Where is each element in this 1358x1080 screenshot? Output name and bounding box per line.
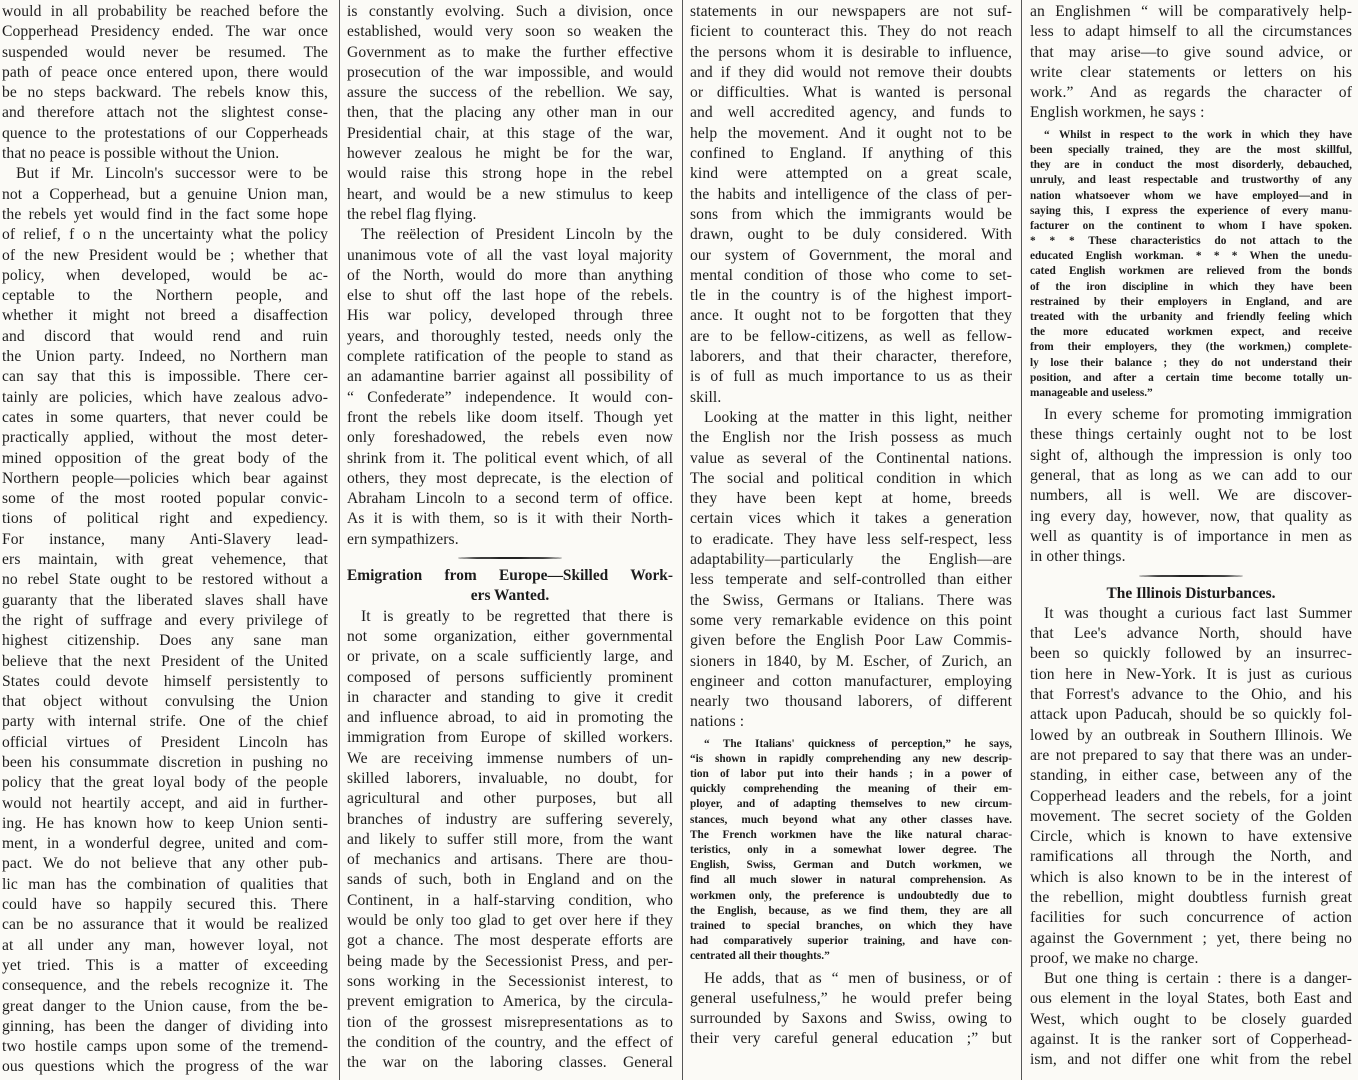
text-line: whether it might not breed a disaffection (2, 307, 328, 325)
text-line: tions of political right and expediency. (2, 510, 328, 528)
paragraph (347, 225, 673, 550)
text-line: that may arise—to give sound advice, or (1030, 43, 1352, 61)
paragraph (690, 969, 1012, 1050)
text-line: agricultural and other purposes, but all (347, 790, 673, 808)
text-line: nearly two thousand laborers, of different (690, 693, 1012, 711)
headline-line: ers Wanted. (470, 587, 550, 605)
text-line: States could devote himself persistently to (2, 672, 328, 690)
text-line: is of full as much importance to us as their (690, 368, 1012, 386)
text-line: In every scheme for promoting immigration (1044, 406, 1352, 424)
text-line: an adamantine barrier against all possibility of (347, 368, 673, 386)
text-line: sioners in 1840, by M. Escher, of Zurich, an (690, 652, 1012, 670)
text-line: and discord that would rend and ruin (2, 327, 328, 345)
text-line: engineer and cotton manufacturer, employing (690, 672, 1012, 690)
text-line: had comparatively superior training, and have con- (690, 935, 1012, 948)
section-divider-rule (1030, 568, 1352, 584)
text-line: the habits and intelligence of the class of per- (690, 185, 1012, 203)
text-line: however zealous he might be for the war, (347, 145, 673, 163)
text-line: the English nor the Irish possess as much (690, 429, 1012, 447)
text-line: are not prepared to say that there was an under- (1030, 746, 1352, 764)
column-divider (339, 0, 340, 1080)
text-line: party with internal strife. One of the chief (2, 713, 328, 731)
text-line: heart, and would be a new stimulus to keep (347, 185, 673, 203)
text-line: these things certainly ought not to be lost (1030, 426, 1352, 444)
text-line: “ Whilst in respect to the work in which they have (1044, 128, 1352, 141)
text-line: else to shut off the last hope of the rebels. (347, 287, 673, 305)
text-line: in other things. (1030, 548, 1126, 566)
text-line: surrounded by Saxons and Swiss, owing to (690, 1010, 1012, 1028)
text-line: would be only too glad to get over here if they (347, 912, 673, 930)
column-divider (682, 0, 683, 1080)
newspaper-column-2 (347, 2, 673, 1080)
text-line: that Lee's advance North, should have (1030, 625, 1352, 643)
text-line: suspended would never be resumed. The (2, 43, 328, 61)
text-line: believe that the next President of the United (2, 652, 328, 670)
text-line: certain vices which it takes a generation (690, 510, 1012, 528)
paragraph (1030, 969, 1352, 1070)
text-line: Continent, in a half-starving condition, who (347, 891, 673, 909)
text-line: not some organization, either governmental (347, 627, 673, 645)
text-line: the war on the laboring classes. General (347, 1054, 673, 1072)
text-line: kind were attempted on a great scale, (690, 165, 1012, 183)
text-line: the rebels yet would find in the fact some hope (2, 205, 328, 223)
text-line: quence to the protestations of our Copperheads (2, 124, 328, 142)
text-line: “is shown in rapidly comprehending any new descrip- (690, 752, 1012, 765)
text-line: ginning, has been the danger of dividing into (2, 1017, 328, 1035)
text-line: are to be fellow-citizens, as well as fellow- (690, 327, 1012, 345)
text-line: sight of, although the impression is only too (1030, 446, 1352, 464)
text-line: mined opposition of the great body of the (2, 449, 328, 467)
text-line: ing. He has known how to keep Union senti- (2, 814, 328, 832)
text-line: sands of such, both in England and on the (347, 871, 673, 889)
text-line: unruly, and least respectable and trustworthy of any (1030, 174, 1352, 187)
text-line: in character and standing to give it credit (347, 688, 673, 706)
text-line: His war policy, developed through three (347, 307, 673, 325)
text-line: they have been kept at home, breeds (690, 490, 1012, 508)
text-line: sons working in the Secessionist interest, to (347, 972, 673, 990)
text-line: the right of suffrage and every privilege of (2, 611, 328, 629)
text-line: they are in conduct the most disorderly, debauched, (1030, 159, 1352, 172)
text-line: the rebel flag flying. (347, 205, 477, 223)
text-line: great danger to the Union cause, from the be- (2, 997, 328, 1015)
paragraph (347, 607, 673, 1074)
text-line: stances, much beyond what any other classes have. (690, 813, 1012, 826)
text-line: laborers, and that their character, therefore, (690, 348, 1012, 366)
text-line: would not heartily accept, and aid in further- (2, 794, 328, 812)
text-line: established, would very soon so weaken the (347, 23, 673, 41)
text-line: position, and after a certain time become totally un- (1030, 371, 1352, 384)
text-line: that Forrest's advance to the Ohio, and his (1030, 686, 1352, 704)
block-quote (1030, 128, 1352, 401)
text-line: write clear statements or letters on his (1030, 63, 1352, 81)
text-line: policy, when developed, would be ac- (2, 266, 328, 284)
text-line: find all much slower in natural comprehension. As (690, 874, 1012, 887)
text-line: * * * These characteristics do not attach to the (1030, 235, 1352, 248)
text-line: nations : (690, 713, 745, 731)
text-line: Government as to make the further effective (347, 43, 673, 61)
text-line: “ Confederate” independence. It would con- (347, 388, 673, 406)
text-line: cated English workmen are relieved from the bonds (1030, 265, 1352, 278)
text-line: sons from which the immigrants would be (690, 205, 1012, 223)
text-line: “ The Italians' quickness of perception,” he says, (704, 737, 1012, 750)
text-line: ance. It ought not to be forgotten that they (690, 307, 1012, 325)
text-line: attack upon Paducah, should be so quickly fol- (1030, 706, 1352, 724)
text-line: teristics, only in a somewhat lower degree. The (690, 844, 1012, 856)
text-line: is constantly evolving. Such a division, once (347, 3, 673, 20)
text-line: guaranty that the liberated slaves shall have (2, 591, 328, 609)
text-line: We are receiving immense numbers of un- (347, 749, 673, 767)
text-line: West, which ought to be closely guarded (1030, 1010, 1352, 1028)
text-line: Northern people—policies which bear against (2, 469, 328, 487)
text-line: lowed by an outbreak in Southern Illinois. We (1030, 726, 1352, 744)
text-line: ers maintain, with great vehemence, that (2, 551, 328, 569)
text-line: tainly are policies, which have zealous advo- (2, 388, 328, 406)
text-line: the rebellion, might doubtless furnish great (1030, 888, 1352, 906)
text-line: shrink from it. The political event which, of all (347, 449, 673, 467)
text-line: ficient to counteract this. They do not reach (690, 23, 1012, 41)
article-headline (347, 566, 673, 607)
block-quote (690, 737, 1012, 965)
text-line: quickly comprehending the meaning of their em- (690, 783, 1012, 796)
text-line: or private, on a scale sufficiently large, and (347, 648, 673, 666)
text-line: the English, because, as we find them, they are all (690, 904, 1012, 917)
text-line: got a chance. The most desperate efforts are (347, 932, 673, 950)
text-line: For instance, many Anti-Slavery lead- (2, 530, 328, 548)
text-line: ly lose their balance ; they do not understand their (1030, 356, 1352, 369)
text-line: and well accredited agency, and funds to (690, 104, 1012, 122)
text-line: others, they most deprecate, is the election of (347, 469, 673, 487)
text-line: of the iron discipline in which they have been (1030, 280, 1352, 293)
text-line: to eradicate. They have less self-respect, less (690, 530, 1012, 548)
text-line: cates in some quarters, that never could be (2, 408, 328, 426)
text-line: standing, in either case, between any of the (1030, 767, 1352, 785)
paragraph (1030, 2, 1352, 124)
text-line: educated English workman. * * * When the unedu- (1030, 250, 1352, 263)
text-line: work.” And as regards the character of (1030, 84, 1352, 102)
text-line: years, and thoroughly tested, needs only the (347, 327, 673, 345)
text-line: yet tried. This is a matter of exceeding (2, 956, 328, 974)
text-line: trained to special branches, on which they have (690, 919, 1012, 932)
text-line: that object without convulsing the Union (2, 693, 328, 711)
headline-line: The Illinois Disturbances. (1106, 584, 1276, 602)
text-line: the persons whom it is desirable to influence, (690, 43, 1012, 61)
text-line: been specially trained, they are the most skillful, (1030, 143, 1352, 156)
text-line: It is greatly to be regretted that there is (361, 607, 673, 625)
text-line: value as several of the Continental nations. (690, 449, 1012, 467)
text-line: not a Copperhead, but a genuine Union man, (2, 185, 328, 203)
text-line: front the rebels like doom itself. Though yet (347, 408, 673, 426)
text-line: an Englishmen “ will be comparatively help- (1030, 3, 1352, 20)
text-line: against. It is the ranker sort of Copperhead- (1030, 1031, 1352, 1049)
text-line: numbers, all is well. We are discover- (1030, 487, 1352, 505)
text-line: help the movement. And it ought not to be (690, 124, 1012, 142)
text-line: drawn, ought to be duly considered. With (690, 226, 1012, 244)
text-line: consequence, and the rebels recognize it. The (2, 977, 328, 995)
text-line: As it is with them, so is it with their North- (347, 510, 673, 528)
text-line: and influence abroad, to aid in promoting the (347, 709, 673, 727)
text-line: some of the most rooted popular convic- (2, 490, 328, 508)
text-line: been so quickly followed by an insurrec- (1030, 645, 1352, 663)
text-line: the Swiss, Germans or Italians. There was (690, 591, 1012, 609)
text-line: composed of persons sufficiently prominent (347, 668, 673, 686)
text-line: and therefore attach not the slightest conse- (2, 104, 328, 122)
text-line: given before the English Poor Law Commis- (690, 632, 1012, 650)
text-line: the condition of the country, and the effect of (347, 1033, 673, 1051)
text-line: proof, we make no charge. (1030, 949, 1199, 967)
text-line: ceptable to the Northern people, and (2, 287, 328, 305)
text-line: restrained by their employers in England, and are (1030, 295, 1352, 308)
text-line: nation whatsoever whom we have employed—and in (1030, 189, 1352, 202)
text-line: facilities for such concurrence of action (1030, 909, 1352, 927)
paragraph (1030, 405, 1352, 567)
text-line: highest citizenship. Does any sane man (2, 632, 328, 650)
article-headline (1030, 584, 1352, 604)
text-line: pact. We do not believe that any other pub- (2, 855, 328, 873)
column-divider (1021, 0, 1022, 1080)
newspaper-column-1 (2, 2, 328, 1080)
text-line: from their employers, they (the workmen,) complete- (1030, 341, 1352, 354)
text-line: be no steps backward. The rebels know this, (2, 84, 328, 102)
text-line: and likely to suffer still more, from the want (347, 830, 673, 848)
text-line: Copperhead Presidency ended. The war once (2, 23, 328, 41)
section-divider-rule (347, 550, 673, 566)
text-line: branches of industry are suffering severely, (347, 810, 673, 828)
text-line: being made by the Secessionist Press, and per- (347, 952, 673, 970)
text-line: can say that this is impossible. There cer- (2, 368, 328, 386)
text-line: statements in our newspapers are not suf- (690, 3, 1012, 20)
text-line: But one thing is certain : there is a danger- (1044, 970, 1352, 988)
text-line: English, Swiss, German and Dutch workmen, we (690, 859, 1012, 872)
text-line: lic man has the combination of qualities that (2, 875, 328, 893)
text-line: skill. (690, 388, 722, 406)
text-line: or difficulties. What is wanted is personal (690, 84, 1012, 102)
text-line: of the new President would be ; whether that (2, 246, 328, 264)
text-line: of relief, f o n the uncertainty what the policy (2, 226, 328, 244)
text-line: He adds, that as “ men of business, or of (704, 969, 1012, 987)
text-line: ing every day, however, now, that quality as (1030, 507, 1352, 525)
text-line: tion of the grossest misrepresentations as to (347, 1013, 673, 1031)
text-line: The reëlection of President Lincoln by the (361, 226, 673, 244)
text-line: manageable and useless.” (1030, 386, 1153, 399)
text-line: English workmen, he says : (1030, 104, 1205, 122)
text-line: assure the success of the rebellion. We say, (347, 84, 673, 102)
text-line: ment, in a wonderful degree, united and com- (2, 835, 328, 853)
text-line: Presidential chair, at this stage of the war, (347, 124, 673, 142)
newspaper-column-4 (1030, 2, 1352, 1080)
headline-line: Emigration from Europe—Skilled Work- (347, 567, 673, 585)
paragraph (2, 164, 328, 1077)
text-line: well as quantity is of importance in men as (1030, 527, 1352, 545)
text-line: been his consummate discretion in pushing no (2, 753, 328, 771)
text-line: that no peace is possible without the Union. (2, 145, 280, 163)
text-line: then, that the placing any other man in our (347, 104, 673, 122)
text-line: the Union party. Indeed, no Northern man (2, 348, 328, 366)
newspaper-column-3 (690, 2, 1012, 1080)
text-line: movement. The secret society of the Golden (1030, 807, 1352, 825)
text-line: could have so happily secured this. There (2, 896, 328, 914)
text-line: their very careful general education ;” but (690, 1030, 1012, 1048)
text-line: official virtues of President Lincoln has (2, 733, 328, 751)
text-line: at all under any man, however loyal, not (2, 936, 328, 954)
text-line: The French workmen have the like natural charac- (690, 828, 1012, 841)
text-line: path of peace once entered upon, there would (2, 63, 328, 81)
text-line: workmen only, the preference is undoubtedly due to (690, 889, 1012, 902)
text-line: saying this, I express the experience of every manu- (1030, 204, 1352, 217)
text-line: confined to England. If anything of this (690, 145, 1012, 163)
text-line: ous questions which the progress of the war (2, 1058, 328, 1076)
text-line: which is also known to be in the interest of (1030, 868, 1352, 886)
text-line: against the Government ; yet, there being no (1030, 929, 1352, 947)
text-line: two hostile camps upon some of the tremend- (2, 1038, 328, 1056)
text-line: no rebel State ought to be restored without a (2, 571, 328, 589)
text-line: ism, and not differ one whit from the rebel (1030, 1051, 1352, 1069)
text-line: tion of labor put into their hands ; in a power of (690, 768, 1012, 781)
text-line: ous element in the loyal States, both East and (1030, 990, 1352, 1008)
text-line: the more educated workmen expect, and receive (1030, 326, 1352, 339)
text-line: and if they did would not remove their doubts (690, 63, 1012, 81)
text-line: general usefulness,” he would prefer being (690, 989, 1012, 1007)
text-line: adaptability—particularly the English—are (690, 551, 1012, 569)
text-line: tle in the country is of the highest import- (690, 287, 1012, 305)
text-line: of mechanics and artisans. There are thou- (347, 851, 673, 869)
text-line: ramifications all through the North, and (1030, 848, 1352, 866)
text-line: Looking at the matter in this light, neither (704, 408, 1012, 426)
text-line: mental condition of those who come to set- (690, 266, 1012, 284)
text-line: treated with the urbanity and friendly feeling which (1030, 311, 1352, 324)
text-line: Copperhead leaders and the rebels, for a joint (1030, 787, 1352, 805)
text-line: immigration from Europe of skilled workers. (347, 729, 673, 747)
text-line: ployer, and of adapting themselves to new circum- (690, 798, 1012, 811)
text-line: complete ratification of the people to stand as (347, 348, 673, 366)
text-line: less to adapt himself to all the circumstances (1030, 23, 1352, 41)
text-line: can be no assurance that it would be realized (2, 916, 328, 934)
text-line: would in all probability be reached before the (2, 3, 328, 20)
text-line: some very remarkable evidence on this point (690, 611, 1012, 629)
text-line: of the North, would do more than anything (347, 266, 673, 284)
text-line: practically applied, without the most deter- (2, 429, 328, 447)
text-line: policy that the great loyal body of the people (2, 774, 328, 792)
text-line: Abraham Lincoln to a second term of office. (347, 490, 673, 508)
text-line: prevent emigration to America, by the circula- (347, 993, 673, 1011)
text-line: centrated all their thoughts.” (690, 950, 830, 963)
paragraph (2, 2, 328, 164)
text-line: would raise this strong hope in the rebel (347, 165, 673, 183)
paragraph (690, 408, 1012, 733)
paragraph (1030, 604, 1352, 969)
paragraph (347, 2, 673, 225)
text-line: The social and political condition in which (690, 469, 1012, 487)
text-line: ern sympathizers. (347, 530, 459, 548)
text-line: tion here in New-York. It is just as curious (1030, 665, 1352, 683)
text-line: only foreshadowed, the rebels even now (347, 429, 673, 447)
text-line: It was thought a curious fact last Summer (1044, 604, 1352, 622)
text-line: our system of Government, the moral and (690, 246, 1012, 264)
text-line: facturer on the continent to whom I have spoken. (1030, 219, 1352, 232)
paragraph (690, 2, 1012, 408)
text-line: general, that as long as we can add to our (1030, 467, 1352, 485)
text-line: But if Mr. Lincoln's successor were to be (16, 165, 328, 183)
text-line: less temperate and self-controlled than either (690, 571, 1012, 589)
text-line: Circle, which is known to have extensive (1030, 828, 1352, 846)
text-line: prosecution of the war impossible, and would (347, 63, 673, 81)
text-line: skilled laborers, invaluable, no doubt, for (347, 769, 673, 787)
text-line: unanimous vote of all the vast loyal majority (347, 246, 673, 264)
